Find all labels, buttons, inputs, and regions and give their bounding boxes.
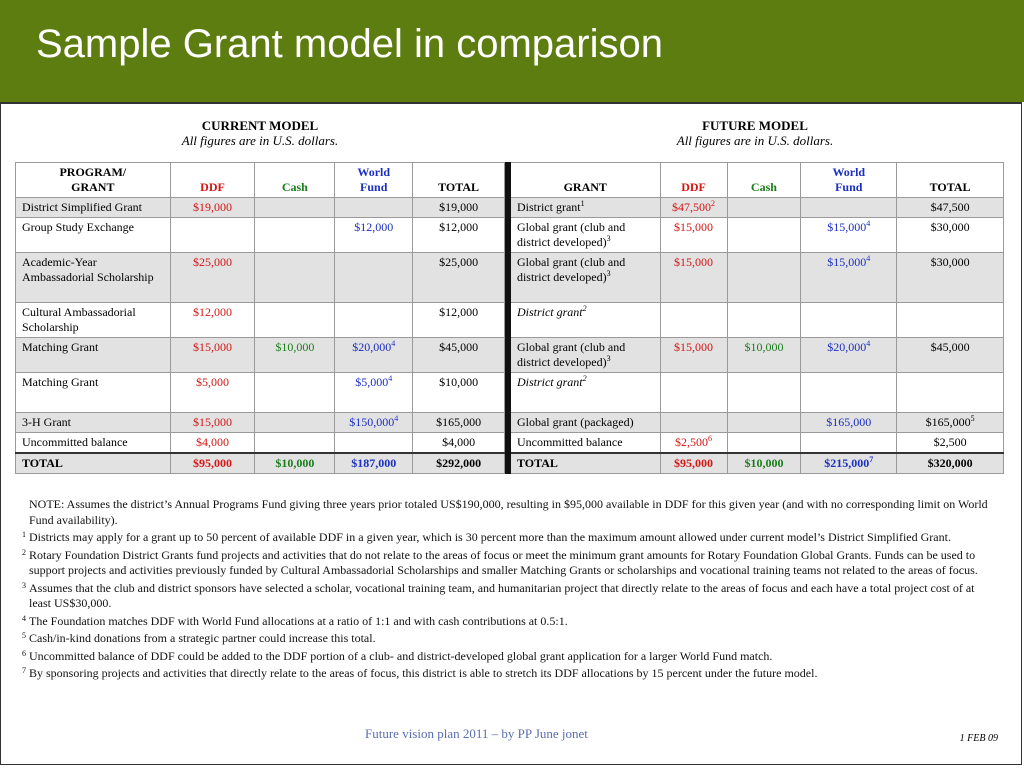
- footnotes: [22, 497, 997, 684]
- current-model-title: CURRENT MODEL: [201, 118, 319, 133]
- current-total-value: $12,000: [413, 218, 505, 253]
- future-world-fund-value: $20,000$^4$: [801, 338, 897, 373]
- footnote-marker: 1: [22, 530, 26, 539]
- future-total-value: $30,000: [897, 218, 1004, 253]
- future-ddf-value: $47,500$^2$: [660, 198, 727, 218]
- future-world-fund-value: [801, 433, 897, 454]
- future-ddf-value: $15,000: [660, 253, 727, 303]
- current-total-value: $165,000: [413, 413, 505, 433]
- future-cash-value: [727, 253, 801, 303]
- current-total-value: $4,000: [413, 433, 505, 454]
- current-ddf-value: $19,000: [170, 198, 255, 218]
- current-program-name: Academic-Year Ambassadorial Scholarship: [16, 253, 171, 303]
- slide-title: Sample Grant model in comparison: [36, 22, 663, 66]
- footnote-text: NOTE: Assumes the district’s Annual Programs Fund giving three years prior totaled US$190,000, resulting in $95,000 available in DDF for this given year (and with no corresponding limit on World Fund availability).: [29, 497, 988, 527]
- current-program-name: Matching Grant: [16, 373, 171, 413]
- footnote: [22, 581, 997, 612]
- future-grand-total: $320,000: [897, 453, 1004, 474]
- future-total-value: $45,000: [897, 338, 1004, 373]
- future-ddf-total: $95,000: [660, 453, 727, 474]
- footnote-marker: 7: [22, 666, 26, 675]
- current-model-subtitle: All figures are in U.S. dollars.: [181, 133, 339, 148]
- footnote-marker: 4: [22, 613, 26, 623]
- current-cash-value: $10,000: [255, 338, 335, 373]
- footnote: [22, 649, 997, 665]
- current-world-fund-value: $12,000: [335, 218, 413, 253]
- footnote-marker: 5: [22, 631, 26, 640]
- current-world-fund-value: [335, 303, 413, 338]
- footnote-marker: 6: [22, 648, 26, 658]
- comparison-table: [15, 162, 1004, 474]
- future-cash-value: [727, 218, 801, 253]
- future-ddf-value: [660, 303, 727, 338]
- current-grand-total: $292,000: [413, 453, 505, 474]
- future-total-value: [897, 373, 1004, 413]
- current-world-fund-value: [335, 433, 413, 454]
- current-ddf-value: $4,000: [170, 433, 255, 454]
- footnote: [22, 614, 997, 630]
- current-world-fund-value: [335, 198, 413, 218]
- current-total-value: $10,000: [413, 373, 505, 413]
- footnote-text: The Foundation matches DDF with World Fund allocations at a ratio of 1:1 and with cash contributions at 0.5:1.: [29, 613, 568, 628]
- future-world-fund-value: [801, 373, 897, 413]
- future-world-fund-value: $15,000$^4$: [801, 253, 897, 303]
- footnote-marker: 2: [22, 547, 26, 557]
- current-cash-value: [255, 413, 335, 433]
- footnote: [22, 530, 997, 546]
- current-ddf-value: $5,000: [170, 373, 255, 413]
- footnote-text: By sponsoring projects and activities that directly relate to the areas of focus, this district is able to stretch its DDF allocations by 15 percent under the future model.: [29, 666, 818, 680]
- future-total-value: [897, 303, 1004, 338]
- future-cash-value: [727, 433, 801, 454]
- future-ddf-value: [660, 413, 727, 433]
- footnote: [22, 666, 997, 682]
- current-program-name: Uncommitted balance: [16, 433, 171, 454]
- current-cash-value: [255, 218, 335, 253]
- future-cash-total: $10,000: [727, 453, 801, 474]
- table-header-row: [16, 163, 1004, 198]
- current-cash-value: [255, 198, 335, 218]
- current-ddf-value: $15,000: [170, 338, 255, 373]
- future-grant-name: District grant$^2$: [510, 373, 660, 413]
- footnote-text: Rotary Foundation District Grants fund projects and activities that do not relate to the areas of focus or meet the minimum grant amounts for Rotary Foundation Global Grants. Funds can be used to support projects and activities previously funded by Cultural Ambassadorial Scholarships and smaller Matching Grants or scholarships and vocational training teams not related to the areas of focus.: [29, 547, 978, 577]
- future-cash-value: $10,000: [727, 338, 801, 373]
- current-ddf-value: [170, 218, 255, 253]
- footnote: [22, 548, 997, 579]
- header-total-future: TOTAL: [897, 163, 1004, 198]
- future-world-fund-total: $215,000$^7$: [801, 453, 897, 474]
- footnote-marker: 3: [22, 580, 26, 590]
- current-cash-value: [255, 253, 335, 303]
- footnote: [22, 497, 997, 528]
- current-cash-value: [255, 433, 335, 454]
- header-grant: GRANT: [510, 163, 660, 198]
- header-total: TOTAL: [413, 163, 505, 198]
- current-world-fund-value: [335, 253, 413, 303]
- future-grant-name: Global grant (club and district developed)$^3$: [510, 338, 660, 373]
- current-model-heading: [150, 118, 370, 148]
- current-world-fund-value: $5,000$^4$: [335, 373, 413, 413]
- future-grant-name: District grant$^2$: [510, 303, 660, 338]
- current-program-name: Matching Grant: [16, 338, 171, 373]
- current-world-fund-value: $20,000$^4$: [335, 338, 413, 373]
- table-row: [16, 338, 1004, 373]
- future-grant-name: District grant$^1$: [510, 198, 660, 218]
- future-total-label: TOTAL: [510, 453, 660, 474]
- current-total-value: $25,000: [413, 253, 505, 303]
- footnote: [22, 631, 997, 647]
- table-row: [16, 433, 1004, 454]
- future-model-subtitle: All figures are in U.S. dollars.: [676, 133, 834, 148]
- current-total-label: TOTAL: [16, 453, 171, 474]
- header-world-fund-future: World Fund: [801, 163, 897, 198]
- table-row: [16, 373, 1004, 413]
- future-cash-value: [727, 303, 801, 338]
- header-ddf: DDF: [170, 163, 255, 198]
- current-ddf-value: $15,000: [170, 413, 255, 433]
- future-model-heading: [645, 118, 865, 148]
- title-bar: [0, 0, 1024, 102]
- future-total-value: $165,000$^5$: [897, 413, 1004, 433]
- future-world-fund-value: $15,000$^4$: [801, 218, 897, 253]
- current-program-name: 3-H Grant: [16, 413, 171, 433]
- future-world-fund-value: [801, 303, 897, 338]
- future-total-value: $30,000: [897, 253, 1004, 303]
- table-row: [16, 413, 1004, 433]
- header-program: PROGRAM/ GRANT: [16, 163, 171, 198]
- future-model-title: FUTURE MODEL: [702, 118, 808, 133]
- current-cash-total: $10,000: [255, 453, 335, 474]
- footnote-text: Districts may apply for a grant up to 50 percent of available DDF in a given year, which is 30 percent more than the maximum amount allowed under current model’s District Simplified Grant.: [29, 530, 951, 544]
- table-row: [16, 303, 1004, 338]
- current-cash-value: [255, 303, 335, 338]
- future-grant-name: Uncommitted balance: [510, 433, 660, 454]
- future-grant-name: Global grant (club and district developed)$^3$: [510, 218, 660, 253]
- date-stamp: 1 FEB 09: [959, 733, 998, 744]
- footnote-text: Uncommitted balance of DDF could be added to the DDF portion of a club- and district-developed global grant application for a larger World Fund match.: [29, 648, 773, 663]
- header-ddf-future: DDF: [660, 163, 727, 198]
- current-cash-value: [255, 373, 335, 413]
- future-total-value: $47,500: [897, 198, 1004, 218]
- current-ddf-total: $95,000: [170, 453, 255, 474]
- future-ddf-value: [660, 373, 727, 413]
- future-cash-value: [727, 413, 801, 433]
- future-cash-value: [727, 373, 801, 413]
- current-program-name: District Simplified Grant: [16, 198, 171, 218]
- future-grant-name: Global grant (club and district developed)$^3$: [510, 253, 660, 303]
- future-grant-name: Global grant (packaged): [510, 413, 660, 433]
- future-world-fund-value: $165,000: [801, 413, 897, 433]
- totals-row: [16, 453, 1004, 474]
- future-cash-value: [727, 198, 801, 218]
- future-ddf-value: $2,500$^6$: [660, 433, 727, 454]
- future-world-fund-value: [801, 198, 897, 218]
- future-ddf-value: $15,000: [660, 338, 727, 373]
- current-program-name: Cultural Ambassadorial Scholarship: [16, 303, 171, 338]
- header-cash-future: Cash: [727, 163, 801, 198]
- footer-text: Future vision plan 2011 – by PP June jonet: [365, 726, 588, 741]
- future-total-value: $2,500: [897, 433, 1004, 454]
- current-world-fund-value: $150,000$^4$: [335, 413, 413, 433]
- current-total-value: $12,000: [413, 303, 505, 338]
- current-program-name: Group Study Exchange: [16, 218, 171, 253]
- current-world-fund-total: $187,000: [335, 453, 413, 474]
- footnote-text: Assumes that the club and district sponsors have selected a scholar, vocational training team, and humanitarian project that directly relate to the areas of focus and each have a total project cost of at least US$30,000.: [29, 580, 975, 610]
- header-world-fund: World Fund: [335, 163, 413, 198]
- current-ddf-value: $12,000: [170, 303, 255, 338]
- current-total-value: $45,000: [413, 338, 505, 373]
- table-row: [16, 218, 1004, 253]
- current-total-value: $19,000: [413, 198, 505, 218]
- footnote-text: Cash/in-kind donations from a strategic partner could increase this total.: [29, 631, 376, 645]
- table-row: [16, 253, 1004, 303]
- future-ddf-value: $15,000: [660, 218, 727, 253]
- current-ddf-value: $25,000: [170, 253, 255, 303]
- header-cash: Cash: [255, 163, 335, 198]
- table-row: [16, 198, 1004, 218]
